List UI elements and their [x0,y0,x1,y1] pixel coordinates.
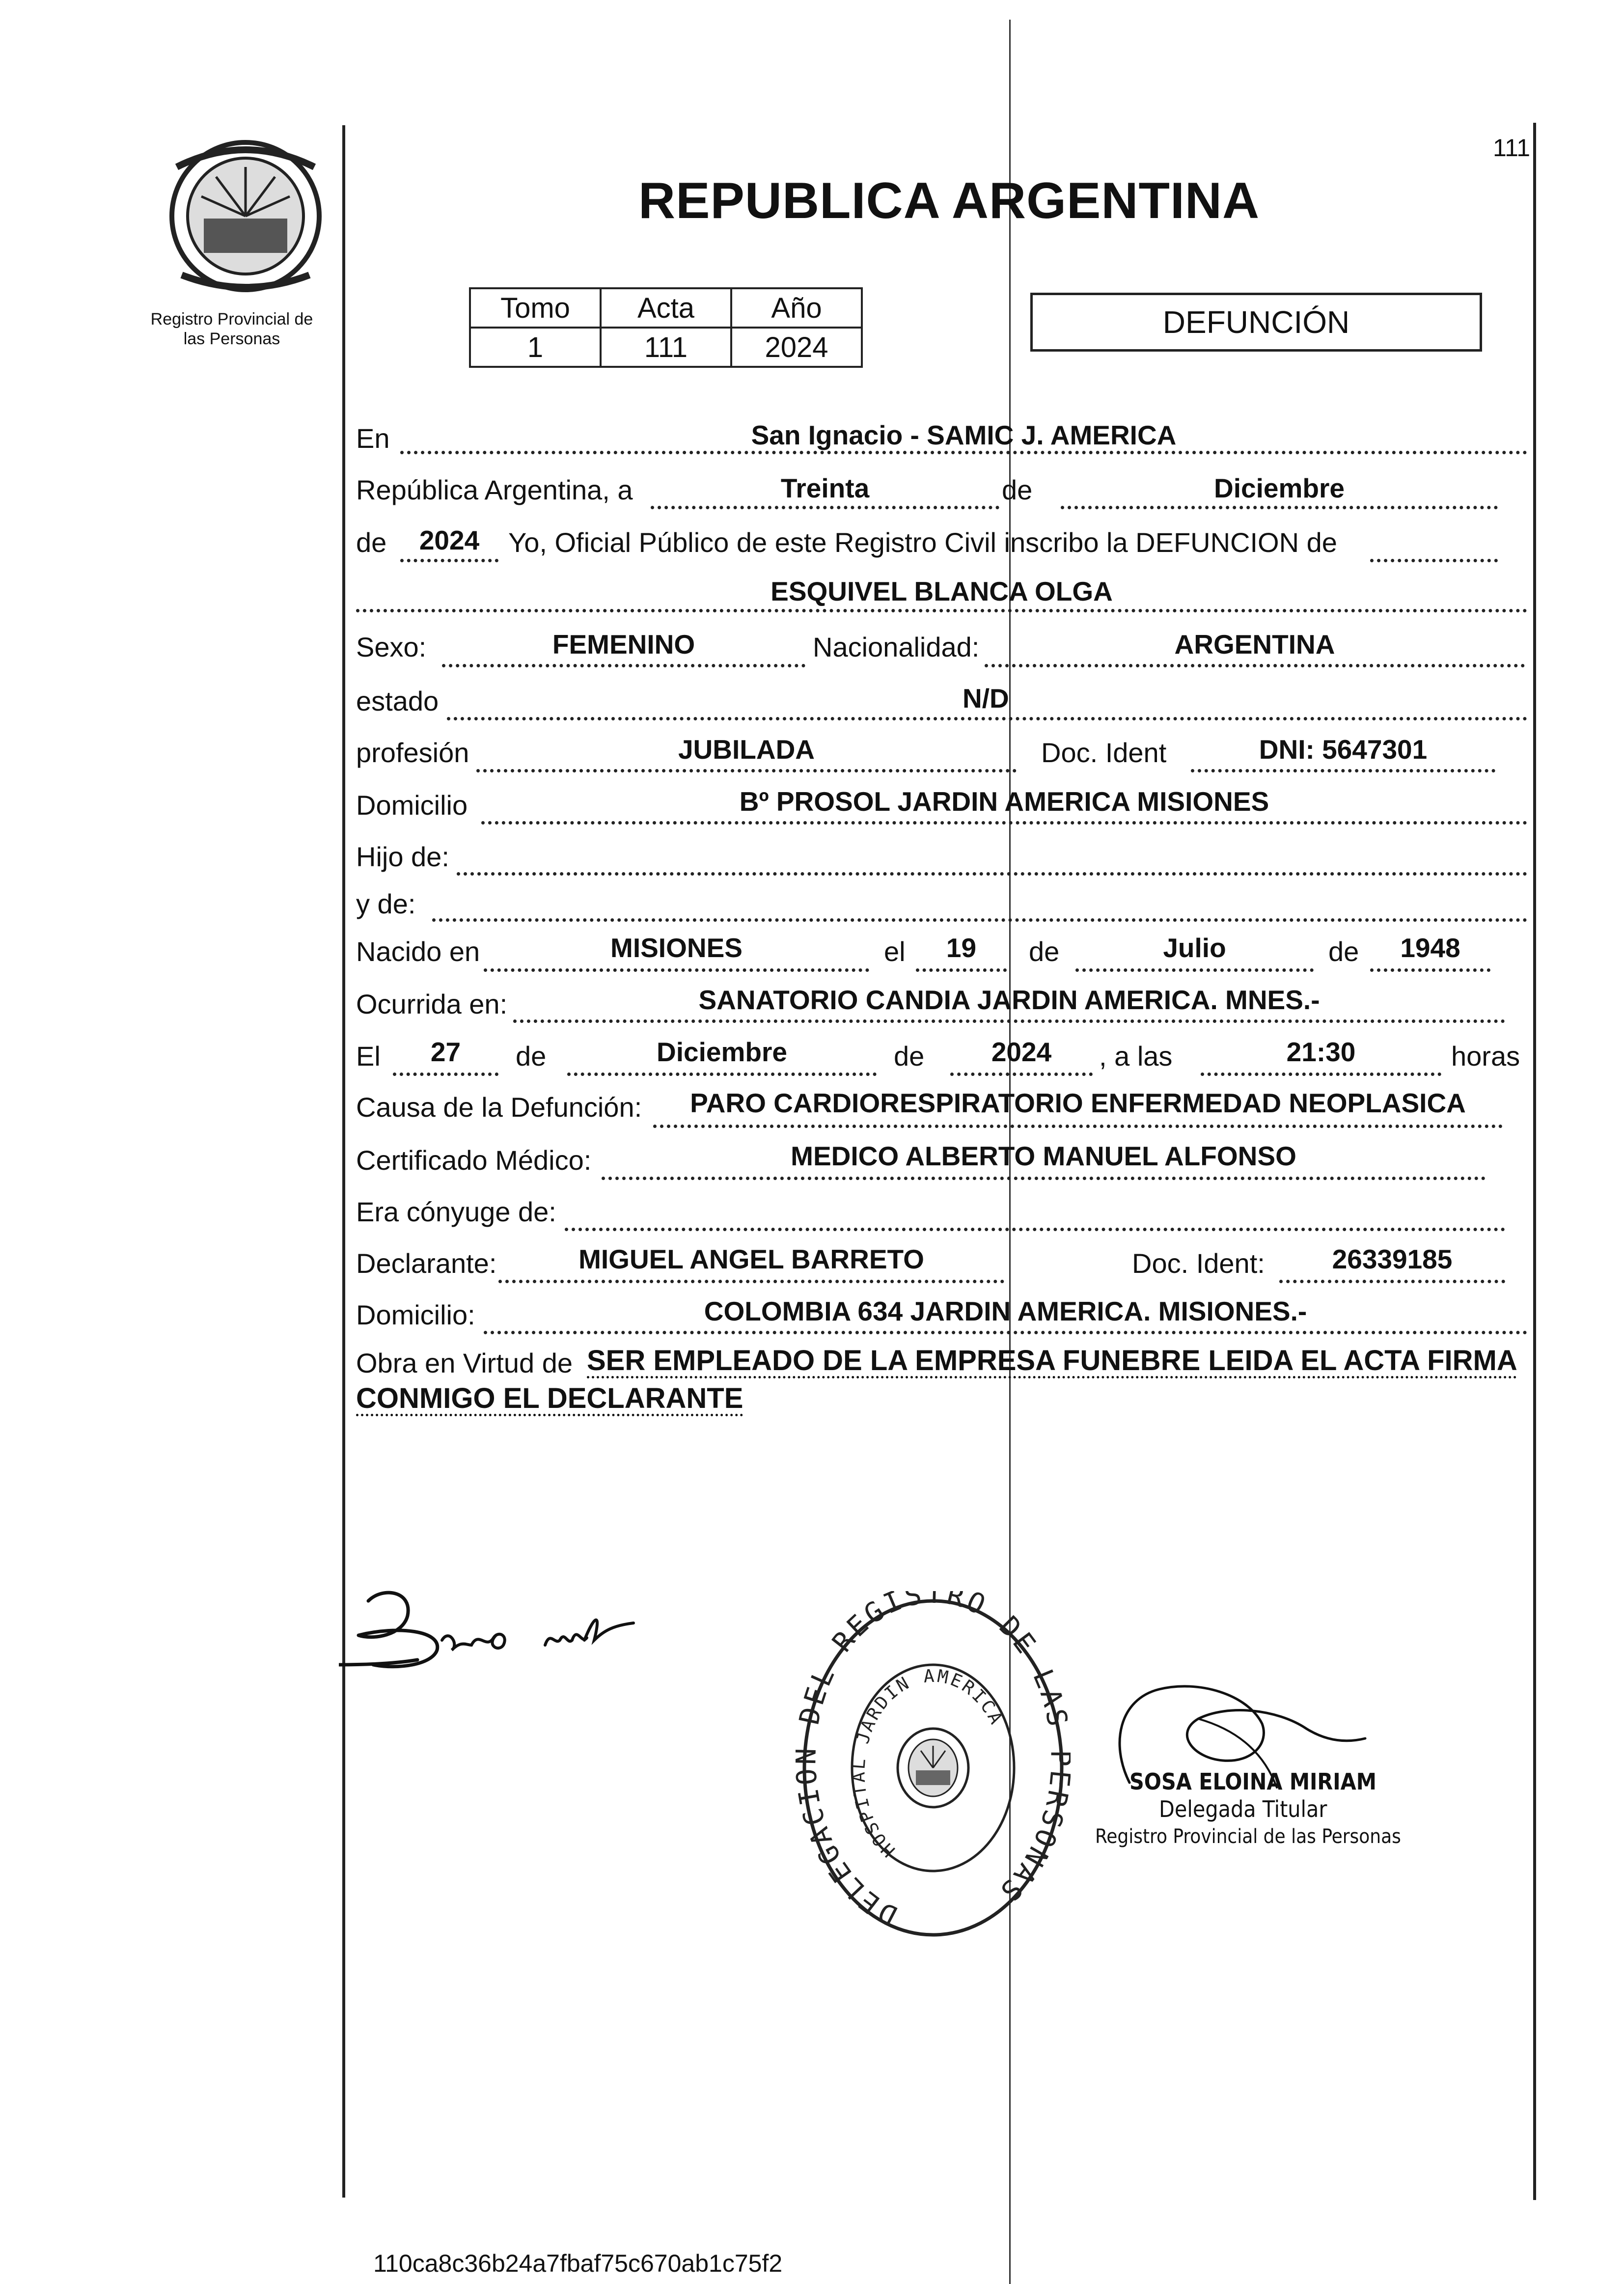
declarante-label: Declarante: [356,1248,497,1279]
nacionalidad-value: ARGENTINA [1174,629,1335,660]
estado-label: estado [356,686,439,716]
nacionalidad-dotted-line [985,664,1525,667]
official-dotted-line [1370,559,1498,562]
registrar-role: Delegada Titular [1159,1796,1327,1822]
en-dotted-line [400,451,1527,454]
left-margin-line [342,125,345,2198]
de-label-4: de [1328,936,1359,967]
month-dotted-line [1061,506,1498,509]
de-label-2: de [356,527,387,558]
profesion-value: JUBILADA [678,734,815,765]
el2-label: El [356,1041,381,1072]
registrar-name: SOSA ELOINA MIRIAM [1129,1768,1376,1795]
death-time-value: 21:30 [1286,1037,1356,1067]
page-number: 111 [1493,134,1531,162]
right-margin-line [1533,123,1536,2200]
horas-label: horas [1451,1041,1520,1072]
ocurrida-dotted-line [513,1019,1505,1023]
birth-year-dotted-line [1370,968,1490,972]
sexo-label: Sexo: [356,632,427,662]
death-month-value: Diciembre [657,1037,787,1067]
domicilio2-label: Domicilio: [356,1299,475,1330]
birth-day-dotted-line [916,968,1007,972]
en-label: En [356,423,390,454]
record-type: DEFUNCIÓN [1162,304,1350,340]
causa-dotted-line [653,1125,1503,1128]
yde-label: y de: [356,888,416,919]
sexo-dotted-line [442,664,805,667]
republica-label: República Argentina, a [356,474,633,505]
obra-value-line1: SER EMPLEADO DE LA EMPRESA FUNEBRE LEIDA EL ACTA FIRMA [587,1345,1517,1376]
doc-dotted-line [1191,769,1495,772]
death-day-dotted-line [393,1073,498,1076]
hijo-dotted-line [457,872,1527,876]
registry-label-line1: Registro Provincial de [150,310,313,329]
profesion-label: profesión [356,737,469,768]
acta-value: 111 [601,328,731,367]
birth-day-value: 19 [946,933,977,963]
el-label: el [884,936,906,967]
nacido-dotted-line [484,968,869,972]
stamp-outer-text: DELEGACI DEL REGISTRO DE LAS RSONAS [796,1591,1071,1931]
sexo-value: FEMENINO [552,629,695,660]
anio-value: 2024 [731,328,862,367]
certificado-label: Certificado Médico: [356,1145,592,1176]
domicilio2-dotted-line [484,1331,1527,1334]
acta-header: Acta [601,288,731,328]
deceased-name-value: ESQUIVEL BLANCA OLGA [771,576,1113,606]
doc-label: Doc. Ident [1041,737,1167,768]
domicilio-dotted-line [481,821,1527,825]
day-text-value: Treinta [780,473,870,503]
causa-label: Causa de la Defunción: [356,1092,642,1123]
registrar-block [1095,1768,1401,1850]
death-day-value: 27 [430,1037,461,1067]
obra-value-line2: CONMIGO EL DECLARANTE [356,1382,743,1414]
name-dotted-line [356,609,1527,612]
de-label-6: de [894,1041,925,1072]
certificado-value: MEDICO ALBERTO MANUEL ALFONSO [791,1141,1296,1171]
registry-label [134,309,330,349]
registry-label-line2: las Personas [183,330,280,348]
tomo-value: 1 [470,328,601,367]
doc2-label: Doc. Ident: [1132,1248,1265,1279]
conyuge-dotted-line [565,1228,1505,1231]
obra-label: Obra en Virtud de [356,1348,573,1378]
day-dotted-line [651,506,999,509]
declarant-signature [339,1567,712,1682]
doc-value: DNI: 5647301 [1259,734,1428,765]
declarante-dotted-line [498,1280,1004,1283]
death-time-dotted-line [1201,1073,1441,1076]
birth-month-dotted-line [1075,968,1314,972]
estado-dotted-line [447,717,1527,720]
record-table [469,287,863,368]
profesion-dotted-line [476,769,1017,772]
certificado-dotted-line [602,1177,1486,1180]
declarante-value: MIGUEL ANGEL BARRETO [578,1244,924,1274]
nacido-label: Nacido en [356,936,480,967]
month-text-value: Diciembre [1214,473,1345,503]
doc2-dotted-line [1279,1280,1505,1283]
death-year-value: 2024 [991,1037,1052,1067]
domicilio-value: Bº PROSOL JARDIN AMERICA MISIONES [739,786,1269,817]
hijo-label: Hijo de: [356,841,449,872]
birth-year-value: 1948 [1400,933,1460,963]
ocurrida-value: SANATORIO CANDIA JARDIN AMERICA. MNES.- [698,985,1320,1015]
causa-value: PARO CARDIORESPIRATORIO ENFERMEDAD NEOPLASICA [690,1088,1466,1118]
year-value: 2024 [419,525,480,555]
registrar-org: Registro Provincial de las Personas [1095,1825,1401,1848]
de-label-1: de [1002,474,1033,505]
yde-dotted-line [432,918,1527,922]
domicilio2-value: COLOMBIA 634 JARDIN AMERICA. MISIONES.- [704,1296,1307,1326]
page-title: REPUBLICA ARGENTINA [638,172,1260,229]
nacido-place-value: MISIONES [610,933,743,963]
stamp-inner-text: HOSPITAL JARDIN AMERICA [849,1666,1007,1861]
official-text: Yo, Oficial Público de este Registro Civil inscribo la DEFUNCION de [508,527,1337,558]
de-label-3: de [1029,936,1060,967]
domicilio-label: Domicilio [356,790,468,821]
death-month-dotted-line [567,1073,877,1076]
conyuge-label: Era cónyuge de: [356,1196,556,1227]
document-hash: 110ca8c36b24a7fbaf75c670ab1c75f2 [373,2250,783,2277]
death-year-dotted-line [950,1073,1093,1076]
record-type-box [1030,293,1482,352]
year-dotted-line [400,559,498,562]
estado-value: N/D [963,683,1009,714]
location-value: San Ignacio - SAMIC J. AMERICA [751,420,1177,450]
province-seal [157,138,334,297]
de-label-5: de [516,1041,547,1072]
birth-month-value: Julio [1163,933,1226,963]
official-stamp [796,1591,1071,1947]
alas-label: , a las [1099,1041,1173,1072]
anio-header: Año [731,288,862,328]
doc2-value: 26339185 [1332,1244,1453,1274]
ocurrida-label: Ocurrida en: [356,989,508,1019]
nacionalidad-label: Nacionalidad: [813,632,980,662]
tomo-header: Tomo [470,288,601,328]
